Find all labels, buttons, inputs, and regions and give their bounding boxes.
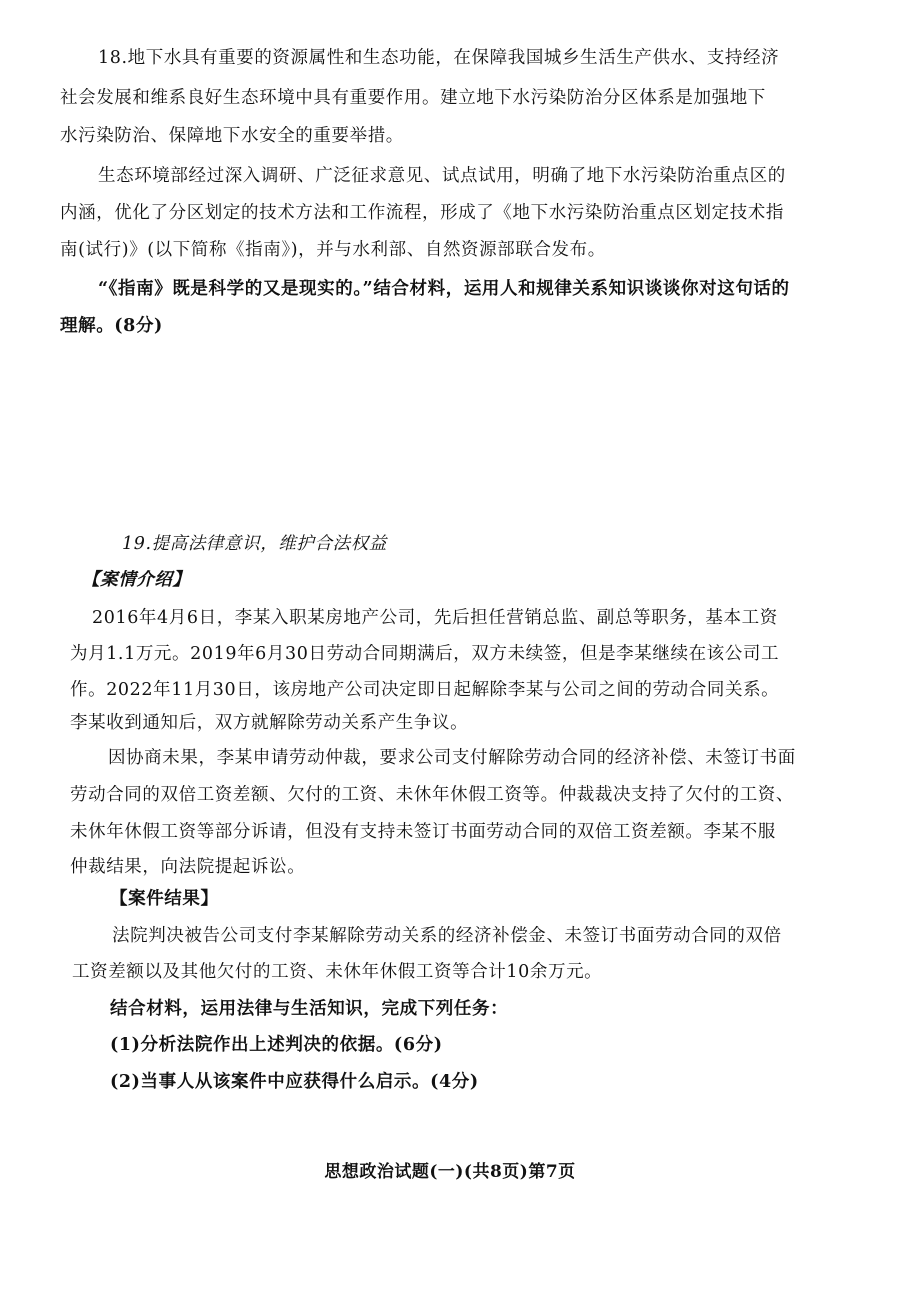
task-2: (2)当事人从该案件中应获得什么启示。(4分) bbox=[110, 1072, 479, 1092]
case-line-5: 因协商未果，李某申请劳动仲裁，要求公司支付解除劳动合同的经济补偿、未签订书面 bbox=[108, 748, 796, 768]
case-line-6: 劳动合同的双倍工资差额、欠付的工资、未休年休假工资等。仲裁裁决支持了欠付的工资、 bbox=[70, 785, 794, 805]
case-line-7: 未休年休假工资等部分诉请，但没有支持未签订书面劳动合同的双倍工资差额。李某不服 bbox=[70, 822, 776, 842]
case-intro-heading: 【案情介绍】 bbox=[82, 570, 191, 590]
q18-question-line-2: 理解。(8分) bbox=[60, 316, 163, 336]
q18-line-3: 水污染防治、保障地下水安全的重要举措。 bbox=[60, 126, 404, 146]
task-intro: 结合材料，运用法律与生活知识，完成下列任务： bbox=[110, 999, 509, 1019]
case-line-2: 为月1.1万元。2019年6月30日劳动合同期满后，双方未续签，但是李某继续在该公司工 bbox=[70, 644, 780, 664]
task-1: (1)分析法院作出上述判决的依据。(6分) bbox=[110, 1035, 443, 1055]
q19-title: 19.提高法律意识，维护合法权益 bbox=[122, 534, 387, 554]
result-line-1: 法院判决被告公司支付李某解除劳动关系的经济补偿金、未签订书面劳动合同的双倍 bbox=[112, 926, 782, 946]
q18-line-2: 社会发展和维系良好生态环境中具有重要作用。建立地下水污染防治分区体系是加强地下 bbox=[60, 88, 766, 108]
page-footer: 思想政治试题(一)(共8页)第7页 bbox=[324, 1162, 576, 1182]
result-line-2: 工资差额以及其他欠付的工资、未休年休假工资等合计10余万元。 bbox=[72, 962, 603, 982]
case-line-3: 作。2022年11月30日，该房地产公司决定即日起解除李某与公司之间的劳动合同关系。 bbox=[70, 680, 780, 700]
q18-line-4: 生态环境部经过深入调研、广泛征求意见、试点试用，明确了地下水污染防治重点区的 bbox=[98, 166, 786, 186]
case-line-8: 仲裁结果，向法院提起诉讼。 bbox=[70, 857, 306, 877]
q18-line-6: 南(试行)》(以下简称《指南》)，并与水利部、自然资源部联合发布。 bbox=[60, 240, 606, 260]
case-line-1: 2016年4月6日，李某入职某房地产公司，先后担任营销总监、副总等职务，基本工资 bbox=[92, 608, 778, 628]
q18-line-5: 内涵，优化了分区划定的技术方法和工作流程，形成了《地下水污染防治重点区划定技术指 bbox=[60, 203, 784, 223]
q18-line-1: 18.地下水具有重要的资源属性和生态功能，在保障我国城乡生活生产供水、支持经济 bbox=[98, 48, 780, 68]
case-result-heading: 【案件结果】 bbox=[110, 889, 219, 909]
case-line-4: 李某收到通知后，双方就解除劳动关系产生争议。 bbox=[70, 713, 469, 733]
q18-question-line-1: “《指南》既是科学的又是现实的。”结合材料，运用人和规律关系知识谈谈你对这句话的 bbox=[98, 279, 790, 299]
